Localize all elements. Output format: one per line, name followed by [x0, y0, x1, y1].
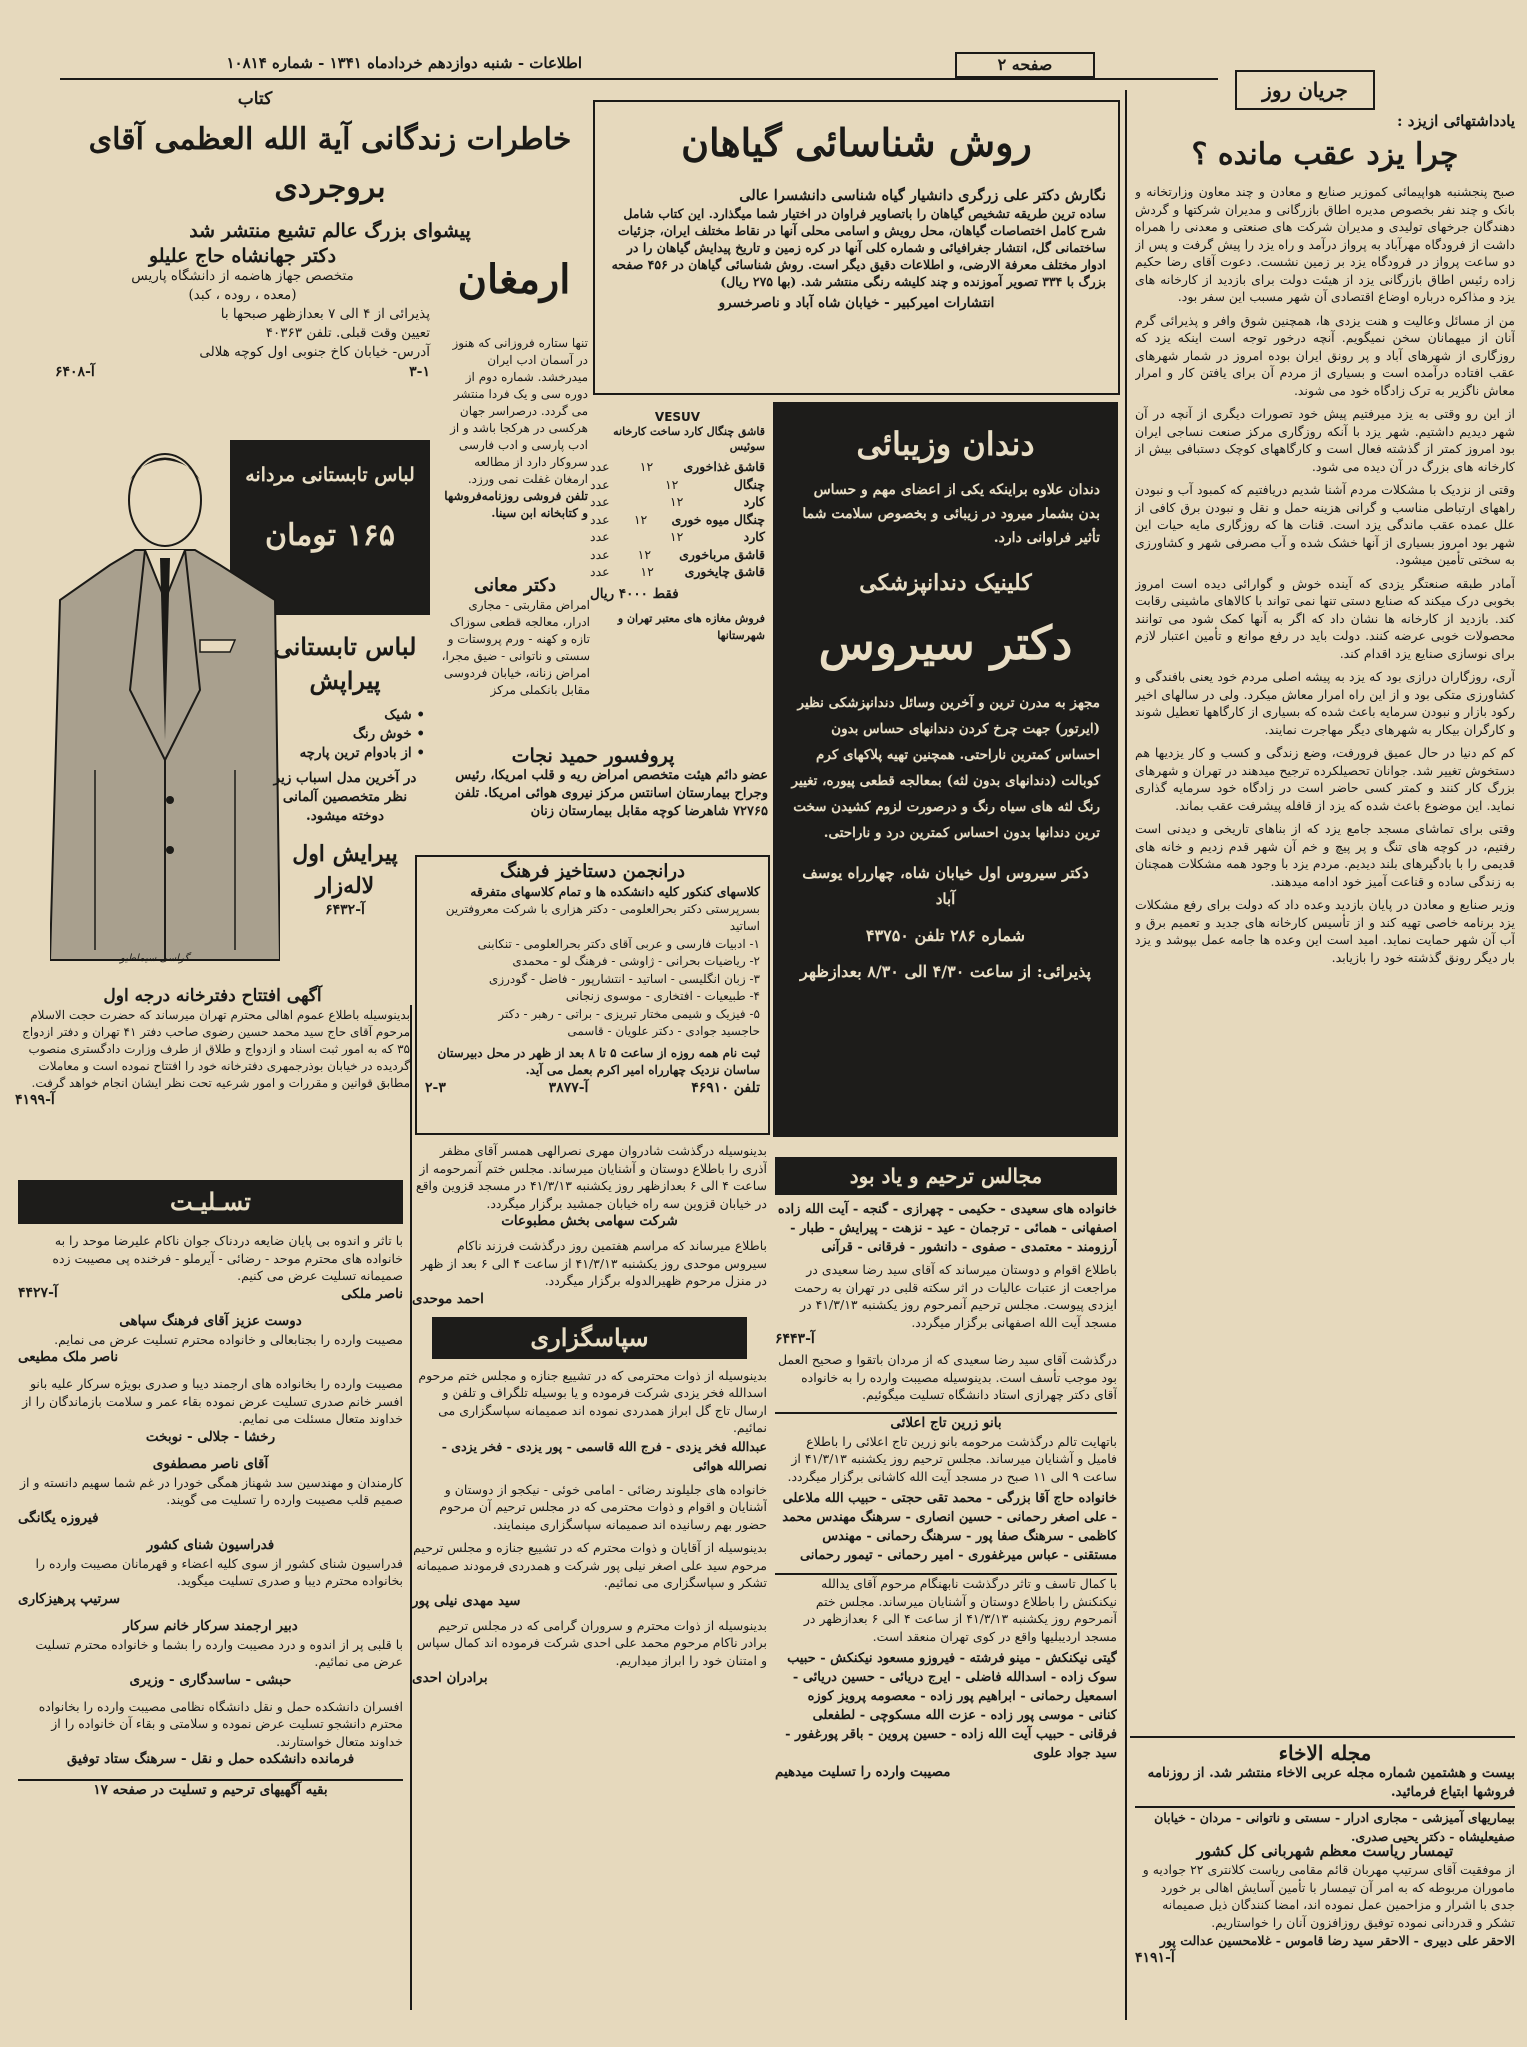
book-ad: [80, 88, 580, 242]
jarian-divider: [1130, 1736, 1515, 1738]
column-rule-right: [1125, 90, 1127, 2020]
suit-bullet-1: • شیک: [384, 707, 425, 723]
vesuv-row: [590, 546, 765, 564]
vesuv-item: چنگال میوه خوری: [671, 511, 765, 527]
condolence-sign: فیروزه یگانگی: [18, 1509, 99, 1526]
notice-text: بدینوسیله از آقایان و ذوات محترم که در تشییع جنازه و مجلس ترحیم مرحوم سید علی اصغر نیلی پور شرکت و همدردی فرمودند صمیمانه تشکر و سپاسگزاری می نمائیم.: [413, 1540, 767, 1590]
condolence-title: دبیر ارجمند سرکار خانم سرکار: [123, 1617, 298, 1634]
suit-ad: [50, 440, 430, 985]
notary-code: آ-۴۱۹۹: [15, 1092, 55, 1108]
page-number: صفحه ۲: [955, 52, 1095, 78]
condolence-banner: [18, 1180, 403, 1224]
plants-publisher: انتشارات امیرکبیر - خیابان شاه آباد و ناصرخسرو: [718, 295, 995, 311]
suit-text: [265, 630, 425, 918]
condolence-text: فدراسیون شنای کشور از سوی کلیه اعضاء و قهرمانان مصیبت وارده را بخانواده محترم دیبا و صدری تسلیت میگوید.: [35, 1555, 403, 1588]
jarian-para: وقتی برای تماشای مسجد جامع یزد که از بناهای تاریخی و دیدنی است رفتیم، در کوچه های تنگ و پر پیچ و خم آن شهر قدم زدیم و خانه های قدیمی را با بادگیرهای بلند دیدیم. مردم یزد با وجود همه مشکلات همچنان به زندگی ساده و قناعت آمیز خود ادامه میدهند.: [1135, 821, 1515, 889]
farhang-hours: ثبت نام همه روزه از ساعت ۵ تا ۸ بعد از ظهر در محل دبیرستان ساسان نزدیک چهارراه امیر اکرم بعمل می آید.: [437, 1045, 760, 1077]
farhang-item: ۱- ادبیات فارسی و عربی آقای دکتر بحرالعلومی - تنکابنی: [477, 936, 760, 951]
condolence-sign: حبشی - ساسدگاری - وزیری: [129, 1671, 292, 1688]
plants-body: ساده ترین طریقه تشخیص گیاهان را باتصاویر فراوان در اختیار شما میگذارد. این کتاب شامل شرح کامل اختصاصات گیاهان، محل رویش و اسامی محلی آنها در نقاط مختلف ایران، جزئیات ساختمانی گل، انتشار جغرافیائی و شماره کلی آنها در کره زمین و تاریخ پیدایش گیاهان را در ادوار مختلف معرفة الارضی، و اطلاعات دقیق دیگر است. روش شناسائی گیاهان در ۴۵۶ صفحه بزرگ با ۳۳۴ تصویر آموزنده و چند کلیشه رنگی منتشر شد. (بها ۲۷۵ ریال): [611, 206, 1106, 289]
notice-text: خانواده های جلیلوند رضائی - امامی خوئی - نیکجو از دوستان و آشنایان و اقوام و ذوات محترمی که در مجلس ترحیم آن مرحوم حضور بهم رسانیده اند صمیمانه سپاسگزاری مینمایند.: [439, 1481, 767, 1532]
suit-banner-text: لباس تابستانی مردانه: [245, 464, 415, 486]
condolence-item: [18, 1232, 403, 1304]
doctor-line3: آدرس- خیابان کاخ جنوبی اول کوچه هلالی: [199, 344, 430, 360]
gratitude-banner-text: سپاسگزاری: [530, 1322, 649, 1352]
book-kicker: کتاب: [237, 89, 273, 109]
suit-bullet-3: • از بادوام ترین پارچه: [299, 745, 425, 761]
maani-ad: [440, 575, 590, 745]
condolence-code: آ-۴۴۲۷: [18, 1284, 58, 1301]
jarian-para: آری، روزگاران درازی بود که یزد به پیشه اصلی مردم خود یعنی بافندگی و کشاورزی متکی بود و از این راه امرار معاش میکرد. ولی در سالهای اخیر رکود بازار و نبودن سرمایه باعث شده که بسیاری از کارگاهها تعطیل شوند و کارگران بیکار به شهرهای دیگر مهاجرت نمایند.: [1135, 669, 1515, 737]
vesuv-qty: ۱۲: [639, 459, 654, 474]
book-title: خاطرات زندگانی آیة الله العظمی آقای بروجردی: [88, 122, 572, 205]
condolence-banner-text: تسـلیـت: [170, 1187, 251, 1216]
majalla-body: بیست و هشتمین شماره مجله عربی الاخاء منتشر شد. از روزنامه فروشها ابتیاع فرمائید.: [1147, 1765, 1515, 1800]
farhang-lead: بسرپرستی دکتر بحرالعلومی - دکتر هزاری با شرکت معروفترین اساتید: [445, 901, 760, 933]
suit-store: پیرایش اول لاله‌زار: [292, 841, 398, 899]
farhang-code2: ۲-۳: [425, 1079, 446, 1096]
condolence-sign: فرمانده دانشکده حمل و نقل - سرهنگ ستاد توفیق: [66, 1751, 355, 1767]
memorial-families: خانواده حاج آقا بزرگی - محمد تقی حجتی - حبیب الله ملاعلی - علی اصغر رحمانی - حسین انصاری - سرهنگ مهندس محمد کاظمی - سرهنگ صفا پور - سرهنگ رحمانی - مهندس مستقنی - عباس میرغفوری - امیر رحمانی - تیمور رحمانی: [782, 1491, 1117, 1563]
doctor-line1: پذیرائی از ۴ الی ۷ بعدازظهر صبحها با: [220, 306, 430, 322]
condolence-sign: ناصر ملکی: [341, 1285, 403, 1302]
vesuv-heading: قاشق چنگال کارد ساخت کارخانه سوئیس: [613, 425, 765, 453]
vesuv-item: چنگال: [733, 476, 765, 492]
doctor-code-left: آ-۶۴۰۸: [55, 364, 95, 380]
column-title: جریان روز: [1262, 78, 1348, 102]
notary-ad: [15, 985, 410, 1145]
nejat-name: پروفسور حمید نجات: [511, 745, 675, 767]
condolence-text: با تاثر و اندوه بی پایان ضایعه دردناک جوان ناکام علیرضا موحد را به خانواده های محترم موحد - رضائی - آیرملو - فرخنده پی مصیبت زده صمیمانه تسلیت عرض می کنیم.: [52, 1233, 403, 1283]
vesuv-unit: عدد: [590, 529, 610, 544]
notary-body: بدینوسیله باطلاع عموم اهالی محترم تهران میرساند که حضرت حجت الاسلام مرحوم آقای حاج سید محمد حسین رضوی صاحب دفتر ۴۱ تهران و دفتر ازدواج ۳۵ که به امور ثبت اسناد و ازدواج و طلاق از طرف وزارت دادگستری منصوب گردیده در خیابان بوذرجمهری دفترخانه خود را افتتاح نموده است و معاملات مطابق قوانین و مقررات و امور شرعیه تحت نظر ایشان انجام خواهد گرفت.: [22, 1008, 410, 1090]
condolence-item: [18, 1375, 403, 1447]
condolence-text: مصیبت وارده را بخانواده های ارجمند دیبا و صدری بویژه سرکار علیه بانو افسر خانم صدری تسلیت عرض نموده بقاء عمر و سلامت بازماندگان را از خداوند متعال مسئلت می نمایم.: [22, 1376, 403, 1426]
masthead-info: اطلاعات - شنبه دوازدهم خردادماه ۱۳۴۱ - شماره ۱۰۸۱۴: [226, 54, 582, 72]
vesuv-unit: عدد: [590, 511, 610, 527]
armaghan-logo: ارمغان: [457, 256, 571, 303]
suit-body: در آخرین مدل اسباب زیر نظر متخصصین آلمانی دوخته میشود.: [273, 770, 417, 824]
jarian-column: [1135, 112, 1515, 1732]
memorial-notice: با کمال تاسف و تاثر درگذشت نابهنگام مرحوم آقای یدالله نیکنکنش را باطلاع دوستان و آشنایان میرساند. مجلس ختم آنمرحوم روز یکشنبه ۴۱/۳/۱۳ از ساعت ۴ الی ۶ بعدازظهر در مسجد اردیبلیها واقع در کوی تهران منعقد است.: [775, 1573, 1117, 1645]
maani-body: امراض مقاربتی - مجاری ادرار، معالجه قطعی سوزاک تازه و کهنه - ورم پروستات و سستی و ناتوانی - ضیق مجرا، امراض زنانه، خیابان فردوسی مقابل بانکملی مرکز: [441, 598, 590, 697]
condolence-list: [18, 1232, 403, 2012]
vesuv-row: [590, 476, 765, 494]
vesuv-qty: ۱۲: [669, 529, 684, 544]
vesuv-unit: عدد: [590, 459, 610, 474]
doctor-spec2: (معده ، روده ، کبد): [188, 287, 297, 303]
condolence-sign: رخشا - جلالی - نوبخت: [145, 1428, 276, 1445]
vesuv-price: فقط ۴۰۰۰ ریال: [590, 585, 679, 602]
memorial-banner-text: مجالس ترحیم و یاد بود: [849, 1164, 1043, 1188]
suit-head: لباس تابستانی پیراپش: [273, 632, 417, 695]
vesuv-qty: ۱۲: [664, 476, 679, 492]
farhang-item: حاجسید جوادی - دکتر علویان - قاسمی: [567, 1024, 760, 1038]
nejat-body: عضو دائم هیئت متخصص امراض ریه و قلب امریکا، رئیس وجراح بیمارستان اسانتس مرکز نیروی هوائی امریکا. تلفن ۷۲۷۶۵ شاهرضا کوچه مقابل بیمارستان زنان: [454, 768, 768, 819]
memorial-code: آ-۶۴۴۳: [775, 1331, 815, 1347]
majalla-title: مجله الاخاء: [1278, 1741, 1372, 1765]
farhang-item: ۵- فیزیک و شیمی مختار تبریزی - براتی - رهبر - دکتر: [498, 1006, 760, 1021]
condolence-title: آقای ناصر مصطفوی: [152, 1455, 269, 1472]
notice-text: بدینوسیله از ذوات محترم و سروران گرامی که در مجلس ترحیم برادر ناکام مرحوم محمد علی احدی شرکت فرموده اند کمال سپاس و امتنان خود را ابراز میداریم.: [416, 1617, 767, 1668]
notice-text: بدینوسیله از ذوات محترمی که در تشییع جنازه و مجلس ختم مرحوم اسدالله فخر یزدی شرکت فرموده و یا بوسیله تلگراف و تلفن و ارسال تاج گل ابراز همدردی نموده اند صمیمانه سپاسگزاری می نمائیم.: [418, 1367, 767, 1435]
majalla-ad-line: بیماریهای آمیزشی - مجاری ادرار - سستی و ناتوانی - مردان - خیابان صفیعلیشاه - دکتر یحیی صدری.: [1135, 1806, 1515, 1846]
suit-illustration: [50, 440, 280, 980]
vesuv-qty: ۱۲: [640, 564, 654, 579]
vesuv-row: [590, 528, 765, 546]
thanks-title: تیمسار ریاست معظم شهربانی کل کشور: [1196, 1842, 1454, 1860]
doctor-spec: متخصص جهاز هاضمه از دانشگاه پاریس: [131, 268, 354, 284]
plants-ad: [593, 100, 1120, 395]
notice-text: بدینوسیله درگذشت شادروان مهری نصرالهی همسر آقای مظفر آذری را باطلاع دوستان و آشنایان میرساند. مجلس ختم آنمرحومه از ساعت ۴ الی ۶ بعدازظهر روز یکشنبه ۴۱/۳/۱۳ در مسجد قزوین واقع در خیابان قزوین سه راه خیابان جمشید برگزار میگردد.: [415, 1143, 767, 1211]
jarian-para: آمادر طبقه صنعتگر یزدی که آینده خوش و گوارائی دیده است امروز بخوبی درک میکند که صنایع دستی تنها نمی تواند با کالاهای ماشینی رقابت کند. بازدید از کارخانه ها نشان داد که اگر به آنها کمک شود می توانند محصولات خوبی عرضه کنند. دولت باید در رفع موانع و تأمین اعتبار لازم برای نوسازی صنایع یزد اقدام کند.: [1135, 575, 1515, 661]
condolence-item: [18, 1698, 403, 1770]
jarian-title: چرا یزد عقب مانده ؟: [1191, 137, 1459, 172]
dentist-ad: [773, 402, 1118, 1137]
vesuv-brand: VESUV: [654, 410, 701, 424]
doctor-ad: [55, 245, 430, 415]
suit-price: ۱۶۵ تومان: [265, 518, 395, 553]
memorial-notice: باتهایت تالم درگذشت مرحومه بانو زرین تاج اعلائی را باطلاع فامیل و آشنایان میرساند. مجلس ترحیم روز یکشنبه ۴۱/۳/۱۳ از ساعت ۹ الی ۱۱ صبح در مسجد آیت الله کاشانی برگزار میگردد.: [787, 1433, 1117, 1484]
thanks-body: از موفقیت آقای سرتیپ مهربان قائم مقامی ریاست کلانتری ۲۲ جوادیه و ماموران مربوطه که به امر آن تیمسار با تأمین آسایش اهالی بر خورد جدی با اشرار و مزاحمین عمل نموده اند، امضا کنندگان ذیل صمیمانه تشکر و قدردانی نموده توفیق روزافزون آنان را خواستاریم.: [1142, 1862, 1515, 1930]
condolence-item: [18, 1536, 403, 1609]
vesuv-unit: عدد: [590, 564, 610, 579]
jarian-kicker: یادداشتهائی ازیزد :: [1396, 112, 1515, 130]
vesuv-qty: ۱۲: [637, 546, 652, 562]
condolence-sign: ناصر ملک مطیعی: [18, 1349, 119, 1365]
vesuv-row: [590, 493, 765, 511]
condolence-item: [18, 1455, 403, 1528]
notice-sign: برادران احدی: [412, 1670, 488, 1686]
memorial-banner: [775, 1157, 1117, 1195]
maani-name: دکتر معانی: [473, 575, 557, 596]
memorial-list: [775, 1200, 1117, 2010]
vesuv-item: کارد: [743, 494, 765, 509]
dentist-address: دکتر سیروس اول خیابان شاه، چهارراه یوسف آباد: [802, 864, 1089, 908]
farhang-item: ۳- زبان انگلیسی - اساتید - انتشارپور - فاضل - گودرزی: [488, 971, 760, 986]
vesuv-item: کارد: [743, 529, 765, 544]
dentist-phone: شماره ۲۸۶ تلفن ۴۳۷۵۰: [865, 926, 1026, 945]
farhang-item: ۴- طبیعیات - افتخاری - موسوی زنجانی: [565, 989, 760, 1003]
thanks-sign: الاحقر علی دبیری - الاحقر سید رضا قاموس - غلامحسین عدالت پور: [1159, 1933, 1515, 1948]
armaghan-contact: تلفن فروشی روزنامه‌فروشها و کتابخانه ابن سینا.: [444, 489, 588, 520]
vesuv-rows: [590, 458, 765, 581]
vesuv-qty: ۱۲: [669, 494, 684, 509]
memorial-closing: مصیبت وارده را تسلیت میدهیم: [775, 1764, 951, 1780]
nejat-ad: [418, 745, 768, 855]
plants-author: نگارش دکتر علی زرگری دانشیار گیاه شناسی دانشسرا عالی: [739, 187, 1106, 204]
memorial-notice: باطلاع اقوام و دوستان میرساند که آقای سید رضا سعیدی در مراجعت از عتبات عالیات در اثر سکته قلبی در تهران به رحمت ایزدی پیوست. مجلس ترحیم آنمرحوم روز یکشنبه ۴۱/۳/۱۳ در مسجد آیت الله اصفهانی برگزار میگردد.: [794, 1262, 1117, 1330]
thanks-code: آ-۴۱۹۱: [1135, 1950, 1175, 1966]
mid-notices: [412, 1142, 767, 2012]
doctor-name: دکتر جهانشاه حاج علیلو: [148, 245, 337, 267]
vesuv-row: [590, 563, 765, 581]
notice-sign: سید مهدی نیلی پور: [412, 1592, 521, 1609]
notice-sign: احمد موحدی: [412, 1290, 484, 1307]
jarian-para: کم کم دنیا در حال عمیق فرورفت، وضع زندگی و کسب و کار یزدیها هم دستخوش تغییر شد. جوانان تحصیلکرده ترجیح میدهند در تهران و شهرهای بزرگ کار کنند و کمتر کسی حاضر است در زادگاه خود سرمایه گذاری نماید. این موضوع باعث شده که یزد از قافله پیشرفت عقب بماند.: [1135, 745, 1515, 813]
dentist-hours: پذیرائی: از ساعت ۴/۳۰ الی ۸/۳۰ بعدازظهر: [800, 962, 1091, 981]
doctor-line2: تعیین وقت قبلی. تلفن ۴۰۳۶۳: [265, 325, 430, 341]
notice-sign: عبدالله فخر یزدی - فرج الله قاسمی - پور یزدی - فخر یزدی - نصرالله هوائی: [441, 1438, 767, 1473]
condolence-item: [18, 1312, 403, 1368]
gratitude-banner: [432, 1317, 747, 1359]
notice-sign: شرکت سهامی بخش مطبوعات: [501, 1213, 678, 1229]
memorial-title: بانو زرین تاج اعلائی: [775, 1412, 1117, 1433]
vesuv-item: قاشق مرباخوری: [679, 546, 765, 562]
condolence-footer: بقیه آگهیهای ترحیم و تسلیت در صفحه ۱۷: [18, 1779, 403, 1800]
memorial-families: خانواده های سعیدی - حکیمی - چهرازی - گنجه - آیت الله زاده اصفهانی - همائی - ترجمان - عید - نزهت - پیرایش - طبار - آرزومند - معتمدی - صفوی - دانشور - فرقانی - قرآنی: [777, 1202, 1117, 1255]
farhang-phone: تلفن ۴۶۹۱۰: [691, 1079, 760, 1096]
jarian-para: وزیر صنایع و معادن در پایان بازدید وعده داد که دولت برای رفع مشکلات یزد برنامه خاصی تهیه کند و از تأسیس کارخانه های جدید و تعمیم برق و آب آن شهر حمایت نماید. امید است این وعده ها جامه عمل بپوشد و یزد بار دیگر رونق گذشته خود را بازیابد.: [1135, 897, 1515, 965]
dentist-body: مجهز به مدرن ترین و آخرین وسائل دندانپزشکی نظیر (ایرتور) جهت چرخ کردن دندانهای حساس بدون احساس کمترین ناراحتی. همچنین تهیه پلاکهای کرم کوبالت (دندانهای بدون لثه) بمعالجه قطعی پیوره، تغییر رنگ لثه های سیاه رنگ و درصورت لزوم کشیدن سخت ترین دندانها بدون احساس کمترین درد و ناراحتی.: [791, 695, 1100, 841]
notice-text: باطلاع میرساند که مراسم هفتمین روز درگذشت فرزند ناکام سیروس موحدی روز یکشنبه ۴۱/۳/۱۳ از ساعت ۴ الی ۶ بعد از ظهر در منزل مرحوم ظهیرالدوله برگزار میگردد.: [420, 1238, 767, 1288]
book-subtitle: پیشوای بزرگ عالم تشیع منتشر شد: [189, 220, 471, 242]
vesuv-row: [590, 458, 765, 476]
jarian-para: صبح پنجشنبه هواپیمائی کموزیر صنایع و معادن و چند معاون وزارتخانه و بانک و چند نفر بخصوص مدیره اطاق بازرگانی و مدیران شرکتها و گردش دهندگان جرخهای تولیدی و مدیران شرکت های صنعتی و معدنی را همراه داشت از فرودگاه مهرآباد به پرواز درآمد و راه یزد را پیش گرفت و پس از دو ساعت پرواز در فرودگاه یزد بر زمین نشست. دعوت آقای رضا حکیم زاده رئیس اطاق بازرگانی یزد از هیئت دولت برای بازدید از کارخانه های یزد و مذاکره درباره اوضاع اقتصادی آن شهر مسبب این سفر بود.: [1135, 184, 1515, 304]
vesuv-footer: فروش مغازه های معتبر تهران و شهرستانها: [617, 611, 765, 642]
armaghan-text: تنها ستاره فروزانی که هنوز در آسمان ادب ایران میدرخشد. شماره دوم از دوره سی و یک فردا منتشر می گردد. درصراسر جهان هرکسی در هرکجا باشد و از ادب پارسی و ادب فارسی سروکار دارد از مطالعه ارمغان غفلت نمی ورزد.: [450, 336, 588, 486]
memorial-families: گیتی نیکنکش - مینو فرشته - فیروزو مسعود نیکنکش - حبیب سوک زاده - اسدالله فاضلی - ایرج دریائی - حسین دریائی - اسمعیل رحمانی - ابراهیم پور زاده - معصومه پرویز کوزه کنانی - موسی پور زاده - عزت الله مسکوچی - لطفعلی فرقانی - حبیب آیت الله زاده - حسین پروین - باقر پورغفور - سید جواد علوی: [785, 1651, 1117, 1761]
dentist-intro: دندان علاوه براینکه یکی از اعضای مهم و حساس بدن بشمار میرود در زیبائی و بخصوص سلامت شما تأثیر فراوانی دارد.: [802, 482, 1100, 546]
condolence-text: کارمندان و مهندسین سد شهناز همگی خودرا در غم شما سهیم دانسته و از صمیم قلب مصیبت وارده را تسلیت می گویند.: [20, 1474, 403, 1507]
condolence-sign: سرتیپ پرهیزکاری: [18, 1590, 121, 1607]
dentist-doctor: دکتر سیروس: [818, 616, 1073, 670]
condolence-title: دوست عزیز آقای فرهنگ سپاهی: [119, 1312, 302, 1329]
vesuv-item: قاشق چایخوری: [684, 564, 765, 579]
vesuv-unit: عدد: [590, 494, 610, 509]
jarian-para: من از مسائل وعالیت و هنت یزدی ها، همچنین شوق وافر و پذیرائی گرم آنان از میهمانان سخن نمیگویم. آنچه درخور توجه است اینکه یزد که روزگاری از شهرهای آباد و پر رونق ایران بوده امروز در شمار شهرهای عقب افتاده درآمده است و بسیاری از مردم آن برای یافتن کار و امرار معاش ناگزیر به ترک زادگاه خود می شوند.: [1135, 312, 1515, 398]
suit-signature: گراسی سیماطیو: [120, 953, 190, 964]
vesuv-unit: عدد: [590, 546, 610, 562]
farhang-code: آ-۳۸۷۷: [548, 1079, 589, 1096]
vesuv-ad: [590, 410, 765, 735]
dentist-clinic: کلینیک دندانپزشکی: [859, 570, 1032, 596]
column-title-box: [1235, 70, 1375, 110]
condolence-item: [18, 1617, 403, 1690]
vesuv-qty: ۱۲: [633, 511, 648, 527]
notary-title: آگهی افتتاح دفترخانه درجه اول: [103, 986, 322, 1006]
majalla-box: [1135, 1741, 1515, 1844]
jarian-para: وقتی از نزدیک با مشکلات مردم آشنا شدیم دریافتیم که کمبود آب و نبودن راههای ارتباطی مناسب و گرانی هزینه حمل و نقل و نبودن برق کافی از علل عمده عقب ماندگی یزد است. قنات ها که روزگاری مایه حیات این شهر بود امروز بسیاری از آنها خشک شده و آب مصرفی شهر و کشاورزی به سختی تأمین میشود.: [1135, 482, 1515, 567]
memorial-notice: درگذشت آقای سید رضا سعیدی که از مردان باتقوا و صحیح العمل بود موجب تأسف است. بدینوسیله مصیبت وارده را به خانواده آقای دکتر چهرازی استاد دانشگاه تسلیت میگوئیم.: [777, 1352, 1117, 1402]
vesuv-row: [590, 511, 765, 529]
farhang-ad: [415, 855, 770, 1135]
suit-code: آ-۶۴۳۲: [325, 902, 365, 918]
thanks-box: [1135, 1842, 1515, 2017]
dentist-title: دندان وزیبائی: [856, 425, 1035, 463]
condolence-text: افسران دانشکده حمل و نقل دانشگاه نظامی مصیبت وارده را بخانواده محترم دانشجو تسلیت عرض نموده و سلامتی و بقاء آن خانواده را از خداوند متعال خواستارند.: [38, 1698, 403, 1749]
suit-bullet-2: • خوش رنگ: [352, 726, 425, 742]
farhang-item: ۲- ریاضیات بحرانی - ژاوشی - فرهنگ لو - محمدی: [512, 954, 760, 968]
top-rule: [60, 78, 1218, 80]
condolence-title: فدراسیون شنای کشور: [146, 1536, 275, 1553]
vesuv-item: قاشق غذاخوری: [683, 459, 765, 474]
armaghan-ad: [440, 225, 588, 570]
farhang-title: درانجمن دستاخیز فرهنگ: [499, 861, 686, 882]
plants-title: روش شناسائی گیاهان: [681, 120, 1032, 165]
condolence-text: مصیبت وارده را بجنابعالی و خانواده محترم تسلیت عرض می نمایم.: [54, 1331, 403, 1347]
condolence-text: با قلبی پر از اندوه و درد مصیبت وارده را بشما و خانواده محترم تسلیت عرض می نمائیم.: [35, 1636, 403, 1669]
farhang-subtitle: کلاسهای کنکور کلیه دانشکده ها و تمام کلاسهای متفرقه: [470, 884, 760, 899]
vesuv-unit: عدد: [590, 476, 610, 492]
jarian-para: از این رو وقتی به یزد میرفتیم پیش خود تصورات دیگری از آنچه در آن شهر دیدیم داشتیم. شهر یزد با آنکه روزگاری مرکز صنعت نساجی ایران بود امروز کمتر از گذشته فعال است و کارگاههای کوچک دستبافی بیش از کارخانه های بزرگ در آن دیده می شود.: [1135, 406, 1515, 474]
doctor-code-right: ۳-۱: [409, 364, 430, 380]
